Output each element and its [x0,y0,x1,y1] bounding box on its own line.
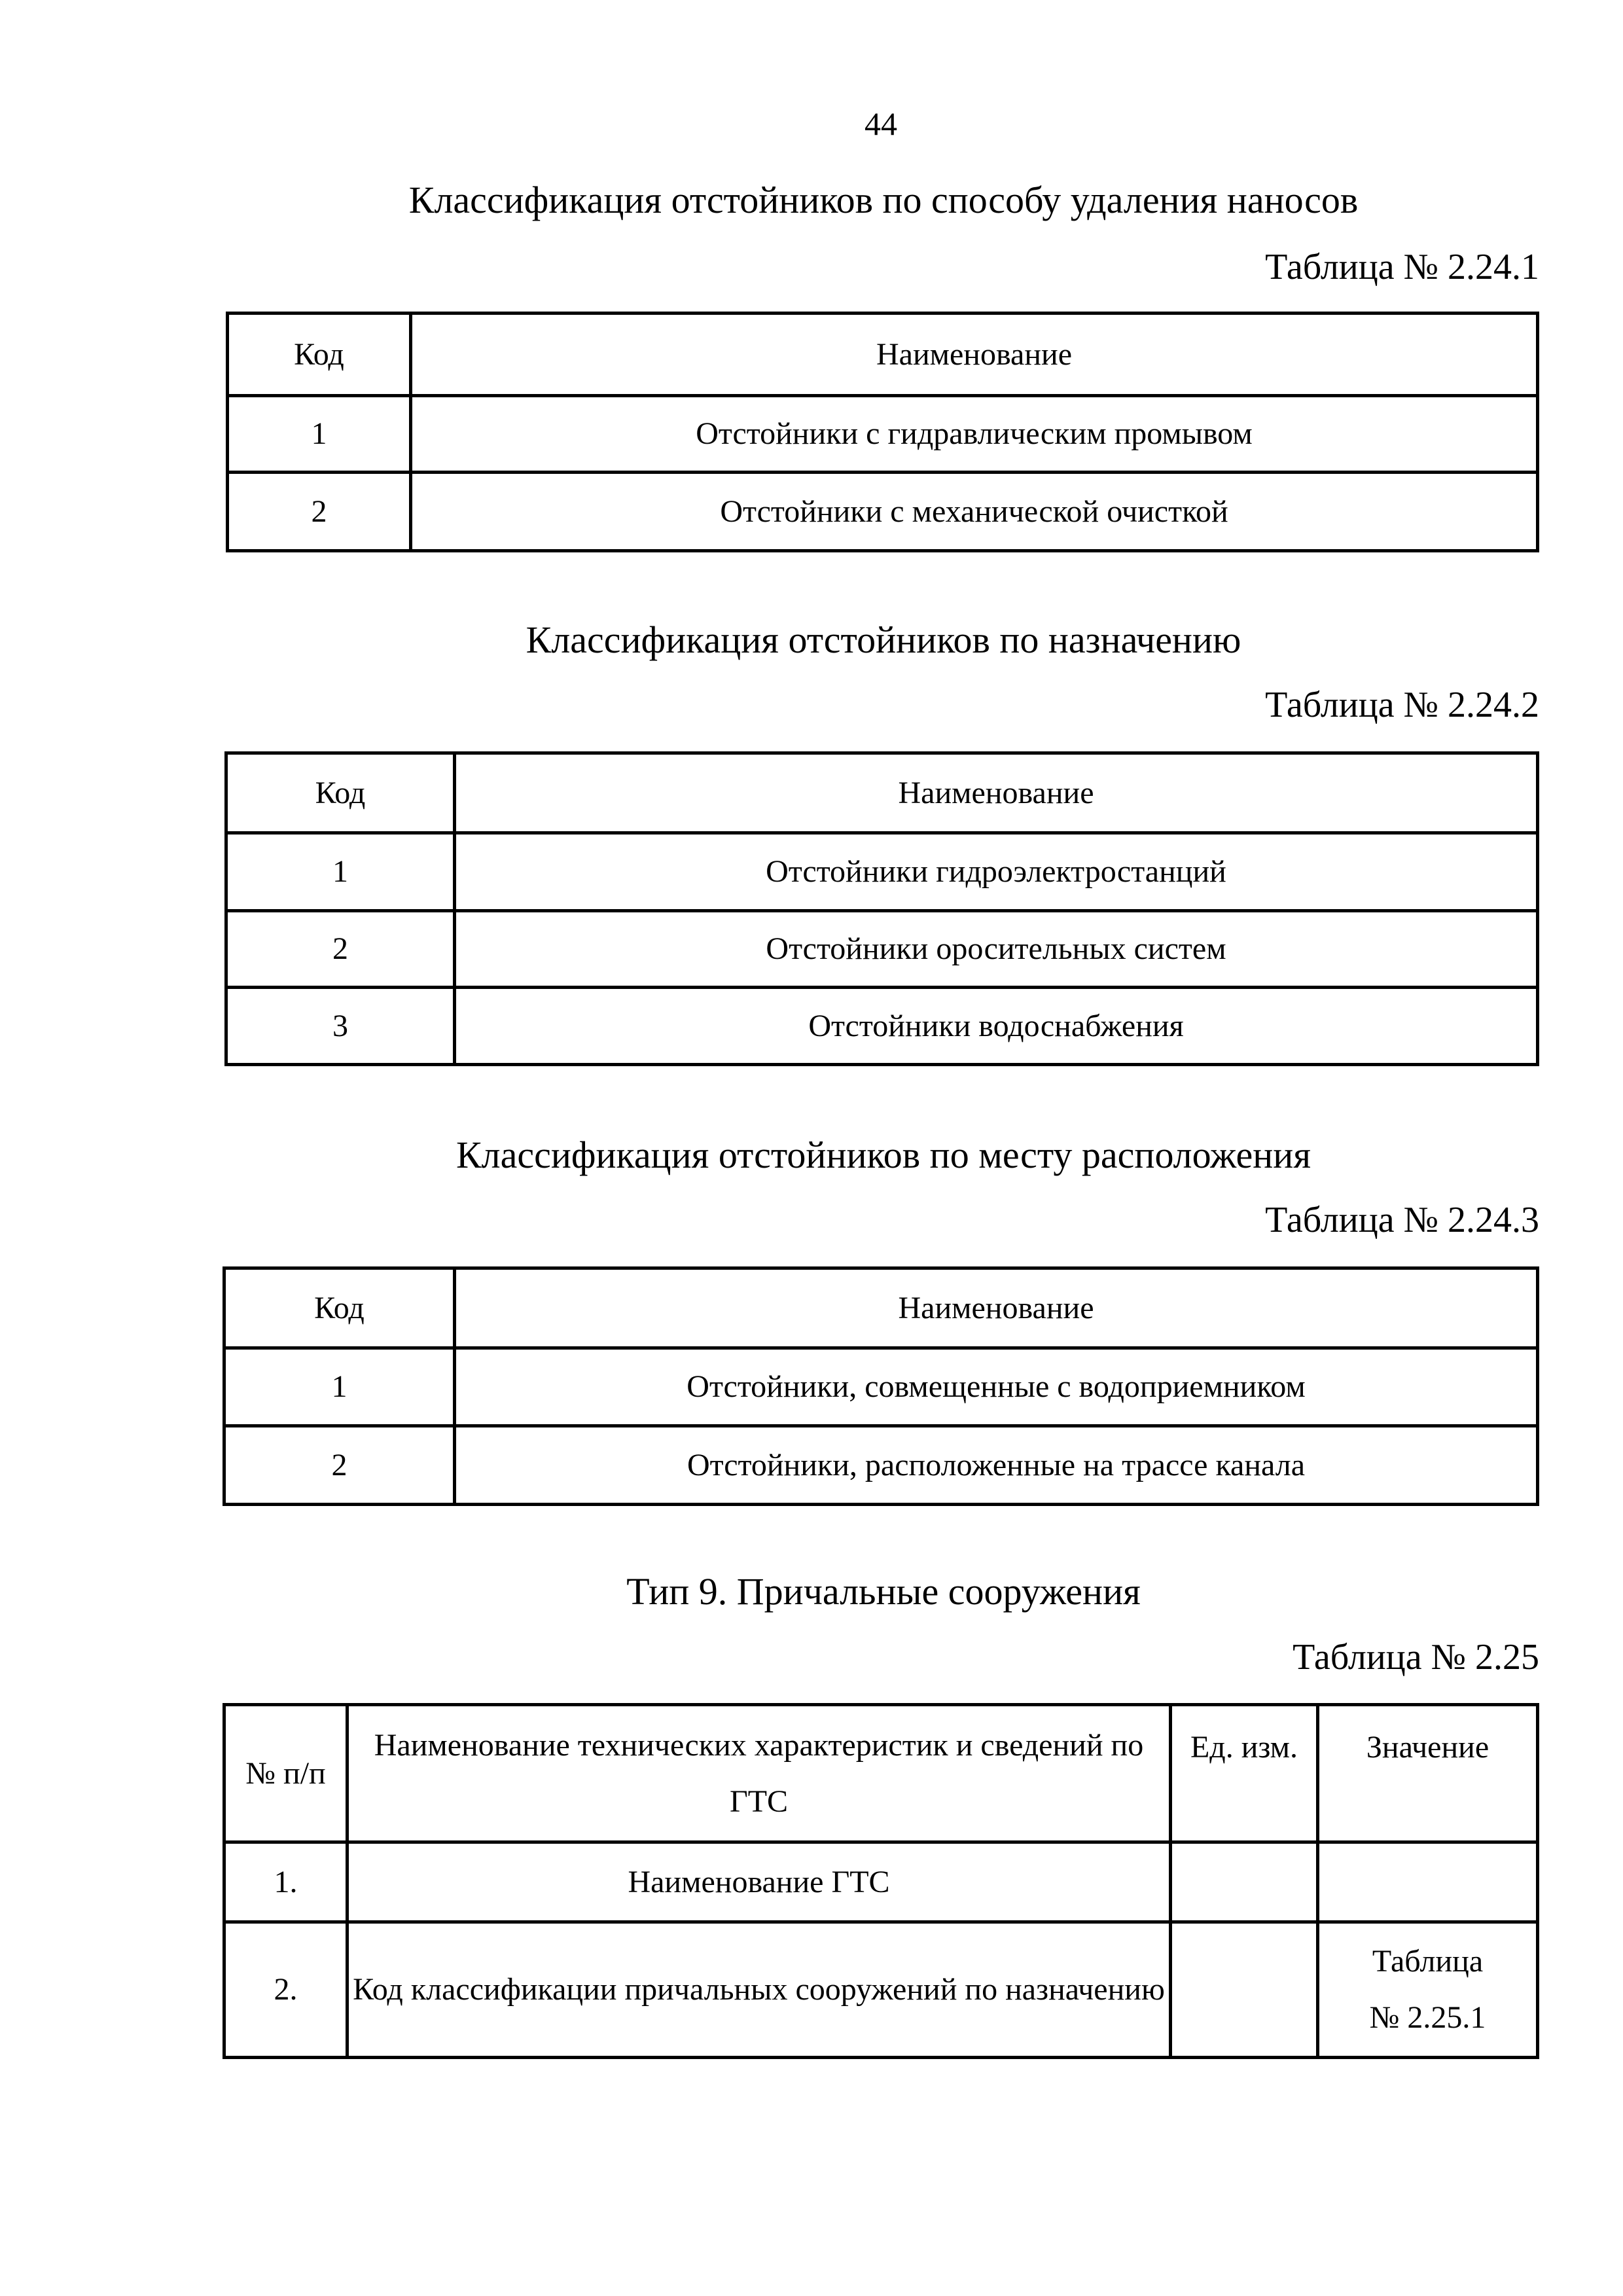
table-title: Тип 9. Причальные сооружения [626,1570,1141,1613]
unit-cell [1171,1922,1318,2058]
name-cell: Отстойники водоснабжения [455,988,1538,1065]
table-label: Таблица № 2.24.3 [1265,1200,1539,1240]
header-cell: Наименование технических характеристик и сведений по ГТС [348,1705,1171,1842]
value-cell [1318,1842,1538,1922]
table-row [224,1922,1538,2058]
code-cell: 3 [226,988,455,1065]
table-row [224,1842,1538,1922]
table-title: Классификация отстойников по способу удаления наносов [408,179,1359,221]
table-header-row [224,1268,1538,1348]
number-cell: 1. [224,1842,348,1922]
table-row [226,833,1538,911]
table-row [228,396,1538,473]
name-cell: Отстойники гидроэлектростанций [455,833,1538,911]
code-cell: 2 [224,1426,455,1505]
table-row [226,988,1538,1065]
table-header-row [228,314,1538,396]
classification-table [224,751,1539,1066]
classification-table [226,312,1539,552]
code-cell: 1 [226,833,455,911]
table-label: Таблица № 2.24.2 [1265,685,1539,725]
name-cell: Код классификации причальных сооружений по назначению [348,1922,1171,2058]
table-row [224,1348,1538,1426]
table-row [224,1426,1538,1505]
page-number: 44 [865,105,897,142]
header-cell: Наименование [455,1268,1538,1348]
table-title: Классификация отстойников по назначению [526,619,1241,661]
characteristics-table [223,1703,1539,2059]
code-cell: 1 [224,1348,455,1426]
header-cell: Наименование [411,314,1538,396]
table-row [226,911,1538,988]
header-cell: Код [226,753,455,833]
table-title: Классификация отстойников по месту расположения [456,1134,1311,1176]
header-cell: Наименование [455,753,1538,833]
name-cell: Отстойники с механической очисткой [411,473,1538,551]
code-cell: 2 [226,911,455,988]
header-cell: Код [224,1268,455,1348]
table-label: Таблица № 2.24.1 [1265,247,1539,287]
name-cell: Наименование ГТС [348,1842,1171,1922]
header-cell: Код [228,314,411,396]
code-cell: 1 [228,396,411,473]
table-label: Таблица № 2.25 [1293,1637,1539,1677]
table-header-row [224,1705,1538,1842]
classification-table [223,1266,1539,1506]
header-cell: № п/п [224,1705,348,1842]
header-cell: Ед. изм. [1171,1705,1318,1842]
name-cell: Отстойники, расположенные на трассе канала [455,1426,1538,1505]
table-row [228,473,1538,551]
name-cell: Отстойники оросительных систем [455,911,1538,988]
unit-cell [1171,1842,1318,1922]
number-cell: 2. [224,1922,348,2058]
name-cell: Отстойники с гидравлическим промывом [411,396,1538,473]
header-cell: Значение [1318,1705,1538,1842]
code-cell: 2 [228,473,411,551]
table-header-row [226,753,1538,833]
name-cell: Отстойники, совмещенные с водоприемником [455,1348,1538,1426]
value-cell: Таблица № 2.25.1 [1318,1922,1538,2058]
